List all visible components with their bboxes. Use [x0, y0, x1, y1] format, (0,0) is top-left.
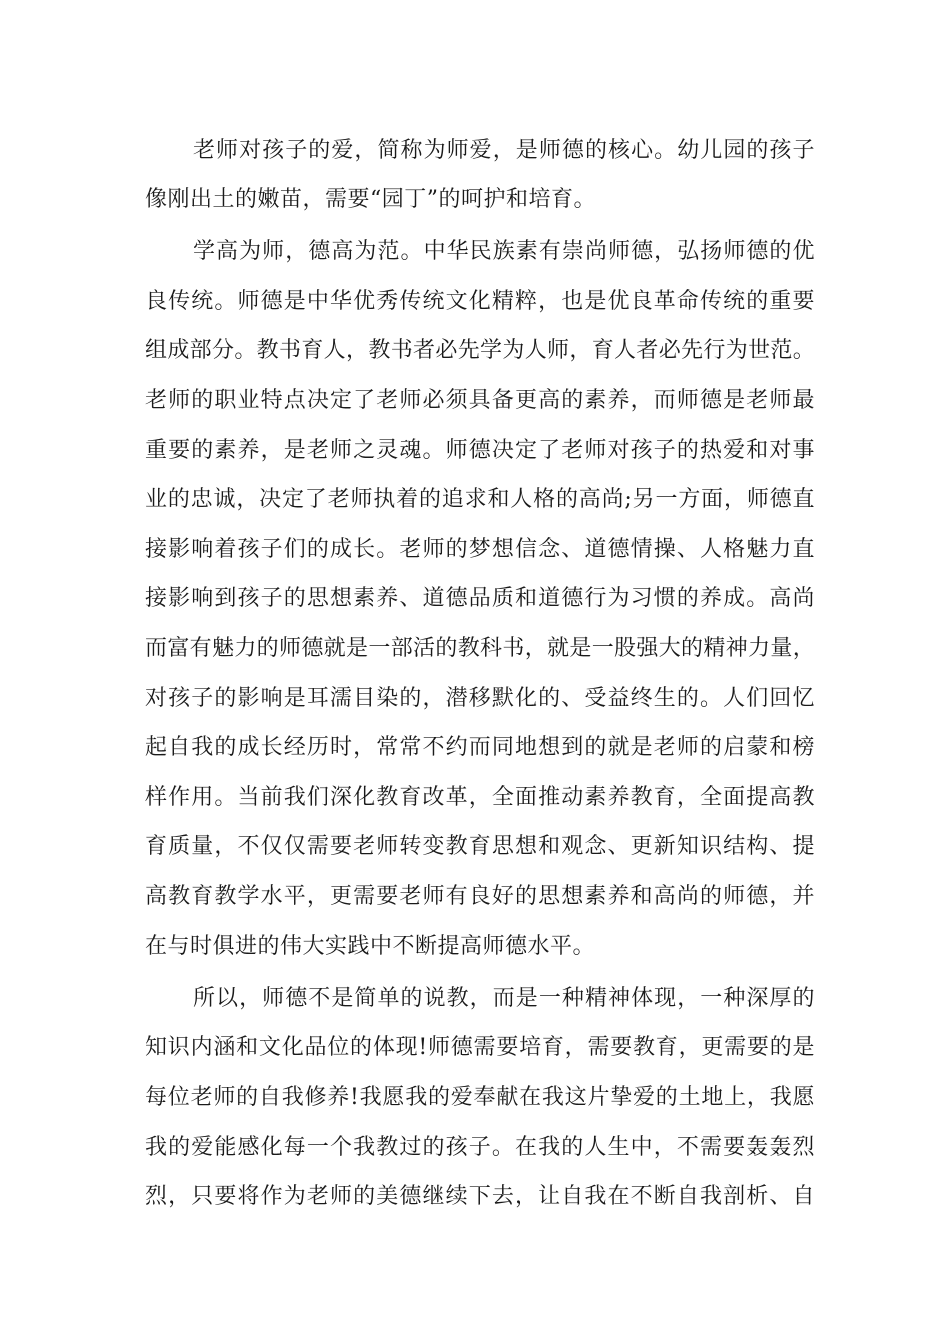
text-line: 良传统。师德是中华优秀传统文化精粹，也是优良革命传统的重要 [145, 289, 815, 314]
text-line: 业的忠诚，决定了老师执着的追求和人格的高尚;另一方面，师德直 [145, 487, 815, 512]
text-line: 育质量，不仅仅需要老师转变教育思想和观念、更新知识结构、提 [145, 834, 815, 859]
text-line: 我的爱能感化每一个我教过的孩子。在我的人生中，不需要轰轰烈 [145, 1135, 815, 1160]
text-line: 老师对孩子的爱，简称为师爱，是师德的核心。幼儿园的孩子 [193, 138, 815, 163]
text-line: 在与时俱进的伟大实践中不断提高师德水平。 [145, 934, 596, 959]
text-line: 对孩子的影响是耳濡目染的，潜移默化的、受益终生的。人们回忆 [145, 686, 815, 711]
text-line: 接影响着孩子们的成长。老师的梦想信念、道德情操、人格魅力直 [145, 537, 815, 562]
text-line: 学高为师，德高为范。中华民族素有崇尚师德，弘扬师德的优 [193, 239, 815, 264]
text-line: 知识内涵和文化品位的体现!师德需要培育，需要教育，更需要的是 [145, 1035, 815, 1060]
text-line: 老师的职业特点决定了老师必须具备更高的素养，而师德是老师最 [145, 388, 815, 413]
text-line: 像刚出土的嫩苗，需要“园丁”的呵护和培育。 [145, 187, 596, 212]
text-line: 高教育教学水平，更需要老师有良好的思想素养和高尚的师德，并 [145, 884, 815, 909]
text-line: 而富有魅力的师德就是一部活的教科书，就是一股强大的精神力量， [145, 636, 815, 661]
text-line: 样作用。当前我们深化教育改革，全面推动素养教育，全面提高教 [145, 785, 815, 810]
text-line: 接影响到孩子的思想素养、道德品质和道德行为习惯的养成。高尚 [145, 586, 815, 611]
text-line: 重要的素养，是老师之灵魂。师德决定了老师对孩子的热爱和对事 [145, 438, 815, 463]
text-line: 组成部分。教书育人，教书者必先学为人师，育人者必先行为世范。 [145, 338, 815, 363]
text-line: 起自我的成长经历时，常常不约而同地想到的就是老师的启蒙和榜 [145, 735, 815, 760]
text-line: 烈，只要将作为老师的美德继续下去，让自我在不断自我剖析、自 [145, 1184, 815, 1209]
text-line: 所以，师德不是简单的说教，而是一种精神体现，一种深厚的 [193, 986, 815, 1011]
text-line: 每位老师的自我修养!我愿我的爱奉献在我这片挚爱的土地上，我愿 [145, 1085, 815, 1110]
